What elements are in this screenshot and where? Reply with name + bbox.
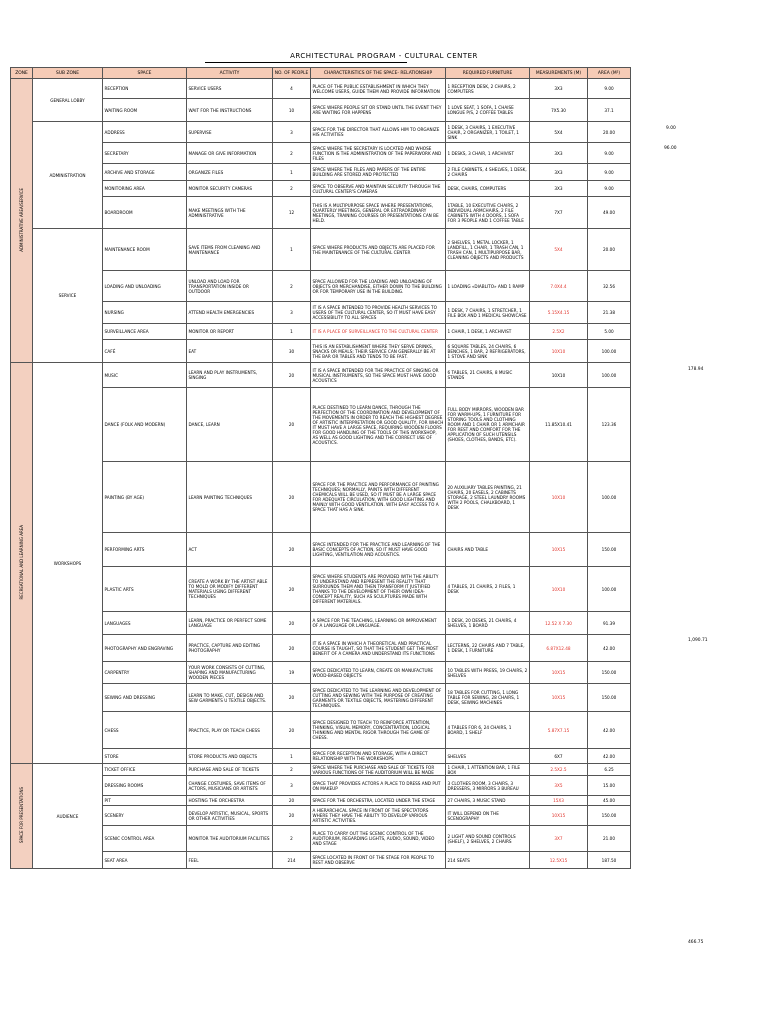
measurements-cell: 6X7 [530,749,588,764]
table-row [11,533,631,567]
furniture-cell: 1 LOVE SEAT, 1 SOFA, 1 CHAISE LONGUE P/S, 2 COFFEE TABLES [446,99,530,122]
characteristics-cell: THIS IS A MULTIPURPOSE SPACE WHERE PRESENTATIONS, QUARTERLY MEETINGS, GENERAL OR EXTRAORDINARY MEETINGS, TRAINING COURSES OR PRESENTATIONS CAN BE HELD. [311,197,446,229]
table-row [11,99,631,122]
measurements-cell: 3X5 [530,776,588,796]
measurements-cell: 2.5X2.5 [530,764,588,776]
people-cell: 3 [273,302,311,324]
activity-cell: LEARN PAINTING TECHNIQUES [187,462,273,533]
people-cell: 2 [273,271,311,302]
furniture-cell: 10 TABLES WITH PRESS, 19 CHAIRS, 2 SHELVES [446,662,530,684]
people-cell: 19 [273,662,311,684]
furniture-cell: 6 TABLES, 21 CHAIRS, 8 MUSIC STANDS [446,363,530,388]
area-cell: 6.25 [588,764,631,776]
table-row [11,826,631,852]
furniture-cell: 2 LIGHT AND SOUND CONTROLS (SHELF), 2 SHELVES, 2 CHAIRS [446,826,530,852]
characteristics-cell: IT IS A SPACE IN WHICH A THEORETICAL AND PRACTICAL COURSE IS TAUGHT, SO THAT THE STUDENT GET THE MOST BENEFIT OF A CAMERA AND UNDERSTAND ITS FUNCTIONS [311,635,446,662]
space-cell: BOARDROOM [103,197,187,229]
zone-label: RECREATIONAL AND LEARNING AREA [19,525,24,600]
table-row [11,302,631,324]
total-administration: 96.00 [664,146,677,151]
space-cell: LOADING AND UNLOADING [103,271,187,302]
table-row [11,143,631,164]
characteristics-cell: SPACE DESIGNED TO TEACH TO REINFORCE ATTENTION, THINKING, VISUAL MEMORY, CONCENTRATION, LOGICAL THINKING AND MENTAL RIGOR THROUGH THE GAME OF CHESS. [311,712,446,749]
subzone-cell: SERVICE [33,229,103,363]
space-cell: DANCE (FOLK AND MODERN) [103,388,187,462]
space-cell: ARCHIVE AND STORAGE [103,164,187,181]
measurements-cell: 15X3 [530,796,588,806]
characteristics-cell: SPACE FOR THE DIRECTOR THAT ALLOWS HIM TO ORGANIZE HIS ACTIVITIES [311,122,446,143]
characteristics-cell: THIS IS AN ESTABLISHMENT WHERE THEY SERVE DRINKS, SNACKS OR MEALS; THEIR SERVICE CAN GENERALLY BE AT THE BAR OR TABLES AND TENDS TO BE FAST. [311,340,446,363]
area-cell: 91.39 [588,612,631,635]
measurements-cell: 6.87X12.48 [530,635,588,662]
activity-cell: LEARN, PRACTICE OR PERFECT SOME LANGUAGE [187,612,273,635]
table-row [11,122,631,143]
activity-cell: ATTEND HEALTH EMERGENCIES [187,302,273,324]
table-row [11,712,631,749]
activity-cell: MONITOR OR REPORT [187,324,273,340]
people-cell: 20 [273,806,311,826]
area-cell: 187.50 [588,852,631,869]
area-cell: 20.00 [588,229,631,271]
characteristics-cell: SPACE DEDICATED TO THE LEARNING AND DEVELOPMENT OF CUTTING AND SEWING WITH THE PURPOSE OF CREATING GARMENTS OR TEXTILE OBJECTS, MASTERING DIFFERENT TECHNIQUES. [311,684,446,712]
characteristics-cell: SPACE FOR THE ORCHESTRA, LOCATED UNDER THE STAGE [311,796,446,806]
title-underline [205,62,407,63]
zone-cell [11,79,33,363]
activity-cell: MAKE MEETINGS WITH THE ADMINISTRATIVE [187,197,273,229]
furniture-cell: 1 LOADING «DIABLITO» AND 1 RAMP [446,271,530,302]
space-cell: SECRETARY [103,143,187,164]
characteristics-cell: IT IS A SPACE INTENDED FOR THE PRACTICE OF SINGING OR MUSICAL INSTRUMENTS, SO THE SPACE MUST HAVE GOOD ACOUSTICS [311,363,446,388]
space-cell: TICKET OFFICE [103,764,187,776]
area-cell: 42.00 [588,635,631,662]
area-cell: 9.00 [588,143,631,164]
space-cell: MONITORING AREA [103,181,187,197]
measurements-cell: 10X10 [530,340,588,363]
furniture-cell: 3 CLOTHES ROOM, 3 CHAIRS, 3 DRESSERS, 3 MIRRORS 3 BUREAU [446,776,530,796]
space-cell: CAFÉ [103,340,187,363]
area-cell: 9.00 [588,79,631,99]
people-cell: 30 [273,340,311,363]
space-cell: WAITING ROOM [103,99,187,122]
space-cell: CARPENTRY [103,662,187,684]
activity-cell: ORGANIZE FILES [187,164,273,181]
furniture-cell: IT WILL DEPEND ON THE SCENOGRAPHY [446,806,530,826]
table-row [11,363,631,388]
header-row [11,68,631,79]
people-cell: 10 [273,99,311,122]
table-row [11,806,631,826]
area-cell: 37.1 [588,99,631,122]
people-cell: 20 [273,533,311,567]
people-cell: 12 [273,197,311,229]
characteristics-cell: SPACE TO OBSERVE AND MAINTAIN SECURITY THROUGH THE CULTURAL CENTER'S CAMERAS [311,181,446,197]
activity-cell: PRACTICE, CAPTURE AND EDITING PHOTOGRAPHY [187,635,273,662]
table-row [11,229,631,271]
activity-cell: HOSTING THE ORCHESTRA [187,796,273,806]
furniture-cell: 18 TABLES FOR CUTTING, 1 LONG TABLE FOR SEWING, 28 CHAIRS, 1 DESK, SEWING MACHINES [446,684,530,712]
activity-cell: YOUR WORK CONSISTS OF CUTTING, SHAPING AND MANUFACTURING WOODEN PIECES [187,662,273,684]
measurements-cell: 10X15 [530,533,588,567]
subzone-cell: AUDIENCE [33,764,103,869]
total-workshops: 1,090.71 [688,638,708,643]
table-row [11,796,631,806]
people-cell: 20 [273,462,311,533]
characteristics-cell: SPACE INTENDED FOR THE PRACTICE AND LEARNING OF THE BASIC CONCEPTS OF ACTION, SO IT MUST HAVE GOOD LIGHTING, VENTILATION AND ACOUSTICS. [311,533,446,567]
zone-cell [11,363,33,764]
total-audience: 466.75 [688,940,704,945]
table-row [11,271,631,302]
measurements-cell: 3X3 [530,164,588,181]
measurements-cell: 12.5X15 [530,852,588,869]
activity-cell: MANAGE OR GIVE INFORMATION [187,143,273,164]
area-cell: 5.00 [588,324,631,340]
measurements-cell: 10X10 [530,462,588,533]
characteristics-cell: PLACE OF THE PUBLIC ESTABLISHMENT IN WHICH THEY WELCOME USERS, GUIDE THEM AND PROVIDE INFORMATION [311,79,446,99]
people-cell: 1 [273,749,311,764]
space-cell: LANGUAGES [103,612,187,635]
space-cell: PERFORMING ARTS [103,533,187,567]
furniture-cell: 214 SEATS [446,852,530,869]
furniture-cell: 1 RECEPTION DESK, 2 CHAIRS, 2 COMPUTERS [446,79,530,99]
header-cell: SPACE [103,68,187,79]
table-row [11,388,631,462]
characteristics-cell: SPACE THAT PROVIDES ACTORS A PLACE TO DRESS AND PUT ON MAKEUP [311,776,446,796]
furniture-cell: 2 FILE CABINETS, 4 SHELVES, 1 DESK, 2 CHAIRS [446,164,530,181]
people-cell: 4 [273,79,311,99]
measurements-cell: 3X3 [530,79,588,99]
furniture-cell: 1 CHAIR, 1 ATTENTION BAR, 1 FILE BOX [446,764,530,776]
space-cell: SEAT AREA [103,852,187,869]
header-cell: REQUIRED FURNITURE [446,68,530,79]
area-cell: 32.56 [588,271,631,302]
area-cell: 123.36 [588,388,631,462]
activity-cell: EAT [187,340,273,363]
measurements-cell: 10X15 [530,806,588,826]
activity-cell: UNLOAD AND LOAD FOR TRANSPORTATION INSIDE OR OUTDOOR [187,271,273,302]
measurements-cell: 5X4 [530,122,588,143]
program-table [10,67,631,869]
activity-cell: CHANGE COSTUMES, SAVE ITEMS OF ACTORS, MUSICIANS OR ARTISTS [187,776,273,796]
table-row [11,324,631,340]
activity-cell: STORE PRODUCTS AND OBJECTS [187,749,273,764]
activity-cell: LEARN AND PLAY INSTRUMENTS, SINGING [187,363,273,388]
table-row [11,340,631,363]
activity-cell: DANCE, LEARN [187,388,273,462]
people-cell: 20 [273,712,311,749]
space-cell: CHESS [103,712,187,749]
table-row [11,197,631,229]
activity-cell: PURCHASE AND SALE OF TICKETS [187,764,273,776]
table-row [11,749,631,764]
area-cell: 21.00 [588,826,631,852]
space-cell: PLASTIC ARTS [103,567,187,612]
header-cell: MEASUREMENTS (M) [530,68,588,79]
characteristics-cell: SPACE LOCATED IN FRONT OF THE STAGE FOR PEOPLE TO REST AND OBSERVE [311,852,446,869]
furniture-cell: 1 DESK, 7 CHAIRS, 1 STRETCHER, 1 FILE BOX AND 1 MEDICAL SHOWCASE [446,302,530,324]
people-cell: 214 [273,852,311,869]
space-cell: MUSIC [103,363,187,388]
measurements-cell: 3X7 [530,826,588,852]
characteristics-cell: SPACE WHERE PRODUCTS AND OBJECTS ARE PLACED FOR THE MAINTENANCE OF THE CULTURAL CENTER [311,229,446,271]
characteristics-cell: SPACE WHERE THE PURCHASE AND SALE OF TICKETS FOR VARIOUS FUNCTIONS OF THE AUDITORIUM WILL BE MADE [311,764,446,776]
characteristics-cell: SPACE FOR THE PRACTICE AND PERFORMANCE OF PAINTING TECHNIQUES; NORMALLY, PAINTS WITH DIFFERENT CHEMICALS WILL BE USED, SO IT MUST BE A LARGE SPACE FOR ADEQUATE CIRCULATION, WITH GOOD LIGHTING AND MAINLY WITH GOOD VENTILATION. WITH EASY ACCESS TO A SPACE THAT HAS A SINK. [311,462,446,533]
table-row [11,181,631,197]
activity-cell: LEARN TO MAKE, CUT, DESIGN AND SEW GARMENTS U TEXTILE OBJECTS. [187,684,273,712]
space-cell: STORE [103,749,187,764]
furniture-cell: 1 CHAIR, 1 DESK, 1 ARCHIVIST [446,324,530,340]
table-row [11,852,631,869]
area-cell: 42.00 [588,712,631,749]
zone-label: ADMINISTRATIVE AREA/SERVICE [19,188,24,252]
furniture-cell: 6 SQUARE TABLES, 24 CHAIRS, 6 BENCHES, 1 BAR, 2 REFRIGERATORS, 1 STOVE AND SINK [446,340,530,363]
people-cell: 20 [273,363,311,388]
activity-cell: PRACTICE, PLAY OR TEACH CHESS [187,712,273,749]
measurements-cell: 10X10 [530,363,588,388]
table-row [11,164,631,181]
measurements-cell: 3X3 [530,143,588,164]
activity-cell: FEEL [187,852,273,869]
furniture-cell: DESK, CHAIRS, COMPUTERS [446,181,530,197]
people-cell: 3 [273,776,311,796]
header-cell: ZONE [11,68,33,79]
area-cell: 9.00 [588,164,631,181]
measurements-cell: 2.5X2 [530,324,588,340]
table-row [11,764,631,776]
people-cell: 3 [273,122,311,143]
characteristics-cell: SPACE WHERE THE FILES AND PAPERS OF THE ENTIRE BUILDING ARE STORED AND PROTECTED [311,164,446,181]
space-cell: SCENERY [103,806,187,826]
furniture-cell: 4 TABLES FOR 6, 24 CHAIRS, 1 BOARD, 1 SHELF [446,712,530,749]
activity-cell: SUPERVISE [187,122,273,143]
furniture-cell: 4 TABLES, 21 CHAIRS, 2 FILES, 1 DESK [446,567,530,612]
measurements-cell: 5X4 [530,229,588,271]
space-cell: SCENIC CONTROL AREA [103,826,187,852]
furniture-cell: 20 AUXILIARY TABLES PAINTING, 21 CHAIRS, 20 EASELS, 2 CABINETS STORAGE, 2 STEEL LAUNDRY ROOMS WITH 2 POOLS, CHALKBOARD, 1 DESK [446,462,530,533]
activity-cell: SERVICE USERS [187,79,273,99]
activity-cell: DEVELOP ARTISTIC, MUSICAL, SPORTS OR OTHER ACTIVITIES [187,806,273,826]
area-cell: 20.00 [588,122,631,143]
characteristics-cell: SPACE DEDICATED TO LEARN, CREATE OR MANUFACTURE WOOD-BASED OBJECTS [311,662,446,684]
measurements-cell: 10X10 [530,567,588,612]
characteristics-cell: IT IS A SPACE INTENDED TO PROVIDE HEALTH SERVICES TO USERS OF THE CULTURAL CENTER, SO IT MUST HAVE EASY ACCESSIBILITY TO ALL SPACES [311,302,446,324]
area-cell: 42.00 [588,749,631,764]
area-cell: 100.00 [588,567,631,612]
people-cell: 1 [273,229,311,271]
zone-label: SPACE FOR PRESENTATIONS [19,787,24,844]
measurements-cell: 10X15 [530,662,588,684]
activity-cell: CREATE A WORK BY THE ARTIST ABLE TO MOLD OR MODIFY DIFFERENT MATERIALS USING DIFFERENT TECHNIQUES [187,567,273,612]
area-cell: 150.00 [588,662,631,684]
area-cell: 100.00 [588,340,631,363]
characteristics-cell: SPACE WHERE THE SECRETARY IS LOCATED AND WHOSE FUNCTION IS THE ADMINISTRATION OF THE PAPERWORK AND FILES [311,143,446,164]
table-row [11,776,631,796]
space-cell: NURSING [103,302,187,324]
activity-cell: MONITOR SECURITY CAMERAS [187,181,273,197]
subzone-cell: ADMINISTRATION [33,122,103,229]
furniture-cell: 1 DESK, 3 CHAIRS, 1 EXECUTIVE CHAIR, 2 ORGANIZER, 1 TOILET, 1 SINK [446,122,530,143]
people-cell: 20 [273,388,311,462]
area-cell: 100.00 [588,462,631,533]
total-lobby: 9.00 [666,126,676,131]
people-cell: 1 [273,164,311,181]
characteristics-cell: PLACE TO CARRY OUT THE SCENIC CONTROL OF THE AUDITORIUM, REGARDING LIGHTS, AUDIO, SOUND, VIDEO AND STAGE [311,826,446,852]
area-cell: 150.00 [588,684,631,712]
furniture-cell: SHELVES [446,749,530,764]
measurements-cell: 7.0X4.4 [530,271,588,302]
activity-cell: MONITOR THE AUDITORIUM FACILITIES [187,826,273,852]
space-cell: SURVEILLANCE AREA [103,324,187,340]
total-service: 178.94 [688,367,704,372]
table-row [11,662,631,684]
furniture-cell: 27 CHAIRS, 3 MUSIC STAND [446,796,530,806]
measurements-cell: 10X15 [530,684,588,712]
area-cell: 21.38 [588,302,631,324]
activity-cell: WAIT FOR THE INSTRUCTIONS [187,99,273,122]
characteristics-cell: IT IS A PLACE OF SURVEILLANCE TO THE CULTURAL CENTER [311,324,446,340]
space-cell: RECEPTION [103,79,187,99]
space-cell: SEWING AND DRESSING [103,684,187,712]
area-cell: 45.00 [588,796,631,806]
people-cell: 20 [273,612,311,635]
header-cell: CHARACTERISTICS OF THE SPACE- RELATIONSHIP [311,68,446,79]
characteristics-cell: SPACE WHERE STUDENTS ARE PROVIDED WITH THE ABILITY TO UNDERSTAND AND REPRESENT THE REALITY THAT SURROUNDS THEM AND THEN TRANSFORM IT JUSTIFIED THANKS TO THE DEVELOPMENT OF THEIR OWN IDEA-CONCEPT REALITY, SUCH AS SCULPTURES MADE WITH DIFFERENT MATERIALS. [311,567,446,612]
table-row [11,567,631,612]
measurements-cell: 5.87X7.15 [530,712,588,749]
area-cell: 15.00 [588,776,631,796]
table-row [11,462,631,533]
people-cell: 20 [273,635,311,662]
people-cell: 20 [273,684,311,712]
measurements-cell: 3X3 [530,181,588,197]
furniture-cell: LECTERNS, 22 CHAIRS AND 7 TABLE, 1 DESK, 1 FURNITURE [446,635,530,662]
people-cell: 2 [273,143,311,164]
space-cell: PIT [103,796,187,806]
page-title: ARCHITECTURAL PROGRAM - CULTURAL CENTER [290,52,478,60]
furniture-cell: 1TABLE, 10 EXECUTIVE CHAIRS, 2 INDIVIDUAL ARMCHAIRS, 2 FILE CABINETS WITH 4 DOORS, 1 SOFA FOR 3 PEOPLE AND 1 COFFEE TABLE [446,197,530,229]
measurements-cell: 11.85X10.41 [530,388,588,462]
furniture-cell: FULL BODY MIRRORS, WOODEN BAR FOR WARM-UPS, 1 FURNITURE FOR STORING TOOLS AND CLOTHING ROOM AND 1 CHAIR OR 1 ARMCHAIR FOR REST AND COMFORT FOR THE APPLICATION OF SUCH UTENSILS (SHOES, CLOTHES, BANDS, ETC). [446,388,530,462]
measurements-cell: 5.15X4.15 [530,302,588,324]
furniture-cell: 1 DESK, 20 DESKS, 21 CHAIRS, 4 SHELVES, 1 BOARD [446,612,530,635]
table-row [11,79,631,99]
characteristics-cell: SPACE WHERE PEOPLE SIT OR STAND UNTIL THE EVENT THEY ARE WAITING FOR HAPPENS [311,99,446,122]
people-cell: 2 [273,826,311,852]
zone-cell [11,764,33,869]
table-row [11,684,631,712]
measurements-cell: 7X5.30 [530,99,588,122]
header-cell: ACTIVITY [187,68,273,79]
furniture-cell: CHAIRS AND TABLE [446,533,530,567]
furniture-cell: 1 DESKS, 3 CHAIR, 1 ARCHIVIST [446,143,530,164]
space-cell: DRESSING ROOMS [103,776,187,796]
space-cell: MAINTENANCE ROOM [103,229,187,271]
table-row [11,635,631,662]
area-cell: 49.00 [588,197,631,229]
characteristics-cell: PLACE DESTINED TO LEARN DANCE, THROUGH THE PERFECTION OF THE COORDINATION AND DEVELOPMENT OF THE MOVEMENTS IN ORDER TO REACH THE HIGHEST DEGREE OF ARTISTIC INTERPRETATION OR GOOD QUALITY, FOR WHICH IT MUST HAVE A LARGE SPACE, REQUIRING WOODEN FLOORS FOR GOOD HANDLING OF THE TOOLS OF THIS WORKSHOP, AS WELL AS GOOD LIGHTING AND THE CORRECT USE OF ACOUSTICS. [311,388,446,462]
characteristics-cell: A HIERARCHICAL SPACE IN FRONT OF THE SPECTATORS WHERE THEY HAVE THE ABILITY TO DEVELOP VARIOUS ARTISTIC ACTIVITIES. [311,806,446,826]
characteristics-cell: SPACE ALLOWED FOR THE LOADING AND UNLOADING OF OBJECTS OR MERCHANDISE, EITHER DOWN TO THE BUILDING OR FOR TEMPORARY USE IN THE BUILDING. [311,271,446,302]
area-cell: 100.00 [588,363,631,388]
area-cell: 150.00 [588,533,631,567]
subzone-cell: WORKSHOPS [33,363,103,764]
activity-cell: ACT [187,533,273,567]
space-cell: PAINTING (BY AGE) [103,462,187,533]
table-row [11,612,631,635]
measurements-cell: 7X7 [530,197,588,229]
area-cell: 150.00 [588,806,631,826]
people-cell: 20 [273,567,311,612]
characteristics-cell: A SPACE FOR THE TEACHING, LEARNING OR IMPROVEMENT OF A LANGUAGE OR LANGUAGE. [311,612,446,635]
people-cell: 2 [273,181,311,197]
measurements-cell: 12.52 X 7.30 [530,612,588,635]
people-cell: 1 [273,324,311,340]
people-cell: 20 [273,796,311,806]
people-cell: 2 [273,764,311,776]
space-cell: ADDRESS [103,122,187,143]
header-cell: NO. OF PEOPLE [273,68,311,79]
subzone-cell: GENERAL LOBBY [33,79,103,122]
space-cell: PHOTOGRAPHY AND ENGRAVING [103,635,187,662]
header-cell: SUB ZONE [33,68,103,79]
header-cell: AREA (M²) [588,68,631,79]
activity-cell: SAVE ITEMS FROM CLEANING AND MAINTENANCE [187,229,273,271]
characteristics-cell: SPACE FOR RECEPTION AND STORAGE, WITH A DIRECT RELATIONSHIP WITH THE WORKSHOPS [311,749,446,764]
area-cell: 9.00 [588,181,631,197]
furniture-cell: 2 SHELVES, 1 METAL LOCKER, 1 LANDFILL, 1 CHAIR, 1 TRASH CAN, 1 TRASH CAN, 1 MULTIPURPOSE BAR, CLEANING OBJECTS AND PRODUCTS [446,229,530,271]
